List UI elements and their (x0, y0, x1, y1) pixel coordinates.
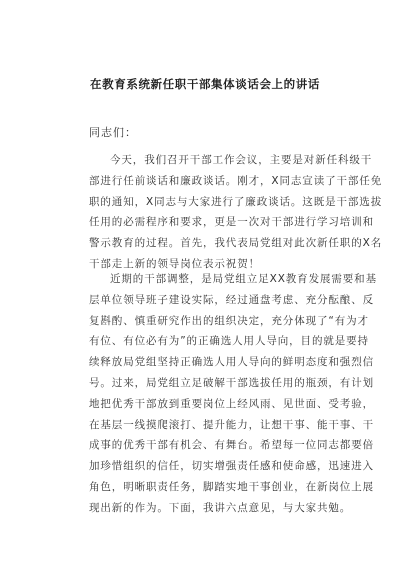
paragraph-line: 号。过来，局党组立足破解干部选拔任用的瓶颈，有计划 (89, 376, 374, 389)
paragraph-line: 职的通知，X同志与大家进行了廉政谈话。这既是干部选拔 (89, 195, 383, 208)
paragraph-line: 成事的优秀干部有机会、有舞台。希望每一位同志都要倍 (89, 439, 374, 452)
paragraph-line: 今天，我们召开干部工作会议，主要是对新任科级干 (110, 154, 373, 166)
paragraph-1 (89, 150, 383, 275)
paragraph-line: 续释放局党组坚持正确选人用人导向的鲜明态度和强烈信 (89, 356, 374, 369)
document-title: 在教育系统新任职干部集体谈话会上的讲话 (90, 77, 320, 91)
paragraph-line: 警示教育的过程。首先，我代表局党组对此次新任职的X名 (89, 237, 383, 250)
paragraph-line: 部进行任前谈话和廉政谈话。刚才，X同志宣读了干部任免 (89, 174, 383, 187)
paragraph-line: 任用的必需程序和要求，更是一次对干部进行学习培训和 (89, 216, 374, 229)
paragraph-line: 层单位领导班子建设实际，经过通盘考虑、充分酝酿、反 (89, 293, 374, 306)
salutation: 同志们： (89, 126, 137, 139)
paragraph-line: 地把优秀干部放到重要岗位上经风雨、见世面、受考验， (89, 397, 374, 410)
paragraph-line: 角色，明晰职责任务，脚踏实地干事创业，在新岗位上展 (89, 480, 374, 493)
paragraph-line: 在基层一线摸爬滚打、提升能力，让想干事、能干事、干 (89, 418, 374, 431)
paragraph-line: 复斟酌、慎重研究作出的组织决定，充分体现了“有为才 (89, 314, 369, 327)
paragraph-2 (89, 269, 377, 519)
paragraph-line: 有位、有位必有为”的正确选人用人导向，目的就是要持 (89, 335, 369, 348)
paragraph-line: 干部走上新的领导岗位表示祝贺！ (89, 257, 260, 270)
paragraph-line: 现出新的作为。下面，我讲六点意见，与大家共勉。 (89, 501, 352, 514)
paragraph-line: 近期的干部调整，是局党组立足XX教育发展需要和基 (110, 273, 377, 285)
paragraph-line: 加珍惜组织的信任，切实增强责任感和使命感，迅速进入 (89, 460, 374, 473)
